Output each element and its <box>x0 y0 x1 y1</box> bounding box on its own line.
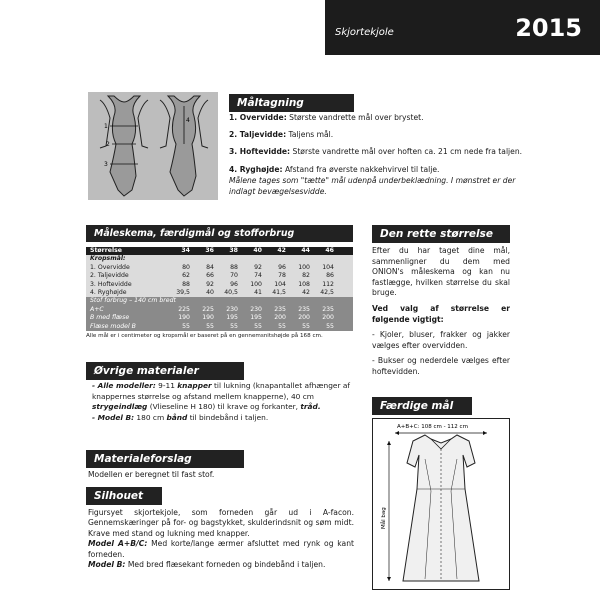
size-42: 42 <box>277 247 286 254</box>
om-text2: (Vlieseline H 180) til krave og forkanter, <box>147 402 301 412</box>
cell: 40 <box>206 288 214 296</box>
cell: 55 <box>230 322 238 330</box>
cell: 190 <box>202 314 214 322</box>
cell: 62 <box>182 272 190 280</box>
size-40: 40 <box>253 247 262 254</box>
measure-text-1: Største vandrette mål over brystet. <box>286 113 424 122</box>
cell: 88 <box>230 263 238 271</box>
measuring-text <box>229 112 529 197</box>
cell: 200 <box>274 314 286 322</box>
cell: 88 <box>182 280 190 288</box>
fabric-label: Stof forbrug – 140 cm bredt <box>90 297 176 305</box>
cell: 112 <box>322 280 334 288</box>
finished-width-label: A+B+C: 108 cm - 112 cm <box>397 424 468 430</box>
silhouette-desc: Figursyet skjortekjole, som forneden går ud i A-facon. Gennemskæringer på for- og bagstykket, skulderindsnit og søm midt. Krave med stand og lukning med knapper. <box>88 508 354 538</box>
om-model1: - Alle modeller: <box>92 381 156 390</box>
cell: 82 <box>302 272 310 280</box>
silhouette-title <box>86 487 162 505</box>
cell: 55 <box>254 322 262 330</box>
row-label: 2. Taljevidde <box>90 272 129 280</box>
cell: 41,5 <box>272 288 286 296</box>
measure-label-2: 2. Taljevidde: <box>229 130 287 140</box>
cell: 55 <box>182 322 190 330</box>
cell: 195 <box>250 314 262 322</box>
size-46: 46 <box>325 247 334 254</box>
cell: 195 <box>226 314 238 322</box>
cell: 55 <box>326 322 334 330</box>
right-size-title-text: Den rette størrelse <box>380 228 494 240</box>
table-row <box>86 272 353 280</box>
om-item3: tråd. <box>300 402 321 412</box>
other-materials-title <box>86 362 244 380</box>
cell: 96 <box>230 280 238 288</box>
om-item1: knapper <box>177 381 212 390</box>
cell: 86 <box>326 272 334 280</box>
size-table <box>86 247 353 340</box>
right-size-text <box>372 246 510 378</box>
body-label: Kropsmål: <box>90 255 126 263</box>
cell: 92 <box>254 263 262 271</box>
cell: 92 <box>206 280 214 288</box>
cell: 39,5 <box>176 288 190 296</box>
body-number-2: 2 <box>106 141 110 148</box>
cell: 66 <box>206 272 214 280</box>
table-row <box>86 323 353 331</box>
size-header-row <box>86 247 353 255</box>
right-size-desc: Efter du har taget dine mål, sammenligner du dem med ONION's måleskema og kan nu fastlægge, hvilken størrelse du skal bruge. <box>372 246 510 298</box>
cell: 40,5 <box>224 288 238 296</box>
measure-text-4: Afstand fra øverste nakkehvirvel til talje. <box>282 164 440 174</box>
other-materials-title-text: Øvrige materialer <box>94 365 199 377</box>
silhouette-model-b: Model B: <box>88 560 126 570</box>
measuring-title-text: Måltagning <box>237 97 304 109</box>
finished-length-label: Mål bag <box>381 507 387 529</box>
om-text3: 180 cm <box>134 412 167 422</box>
size-38: 38 <box>229 247 238 254</box>
fabric-group <box>86 297 353 331</box>
body-measure-figure <box>88 92 218 200</box>
silhouette-model-b-text: Med bred flæsekant forneden og bindebånd i taljen. <box>125 560 326 570</box>
cell: 235 <box>274 305 286 313</box>
size-34: 34 <box>181 247 190 254</box>
material-suggestion-title <box>86 450 244 468</box>
header-bar <box>325 0 600 55</box>
row-label: A+C <box>90 305 104 313</box>
cell: 225 <box>202 305 214 313</box>
cell: 55 <box>278 322 286 330</box>
other-materials-text <box>92 381 354 423</box>
measure-text-3: Største vandrette mål over hoften ca. 21 cm nede fra taljen. <box>290 147 523 157</box>
body-number-4: 4 <box>186 117 190 124</box>
row-label: Flæse model B <box>90 322 136 330</box>
measuring-title <box>229 94 354 112</box>
cell: 74 <box>254 272 262 280</box>
size-table-title-text: Måleskema, færdigmål og stofforbrug <box>94 228 295 239</box>
om-model2: - Model B: <box>92 412 135 422</box>
material-suggestion-text: Modellen er beregnet til fast stof. <box>88 470 215 479</box>
size-44: 44 <box>301 247 310 254</box>
cell: 225 <box>178 305 190 313</box>
body-measure-group <box>86 255 353 297</box>
table-row <box>86 264 353 272</box>
silhouette-text <box>88 508 354 570</box>
row-label: B med flæse <box>90 314 130 322</box>
table-row <box>86 306 353 314</box>
cell: 104 <box>274 280 286 288</box>
cell: 55 <box>206 322 214 330</box>
measure-label-4: 4. Ryghøjde: <box>229 164 283 174</box>
silhouette-title-text: Silhouet <box>94 490 144 502</box>
cell: 200 <box>298 314 310 322</box>
cell: 235 <box>322 305 334 313</box>
silhouette-model-ab: Model A+B/C: <box>88 539 148 549</box>
measure-label-3: 3. Hoftevidde: <box>229 147 291 157</box>
measuring-note: Målene tages som "tætte" mål udenpå underbeklædning. I mønstret er der indlagt bevægelsesvidde. <box>229 175 516 197</box>
right-size-choose: Ved valg af størrelse er følgende vigtigt: <box>372 303 510 324</box>
cell: 190 <box>178 314 190 322</box>
om-item4: bånd <box>166 412 188 422</box>
row-label: 4. Ryghøjde <box>90 288 127 296</box>
cell: 41 <box>254 288 262 296</box>
cell: 235 <box>298 305 310 313</box>
table-row <box>86 314 353 322</box>
cell: 100 <box>298 263 310 271</box>
cell: 80 <box>182 263 190 271</box>
row-label: 3. Hoftevidde <box>90 280 132 288</box>
cell: 84 <box>206 263 214 271</box>
size-header-label: Størrelse <box>90 247 122 254</box>
cell: 55 <box>302 322 310 330</box>
cell: 200 <box>322 314 334 322</box>
om-item2: strygeindlæg <box>92 402 148 412</box>
body-number-1: 1 <box>104 123 108 130</box>
finished-title-text: Færdige mål <box>380 400 454 412</box>
header-year: 2015 <box>515 14 582 42</box>
cell: 42 <box>302 288 310 296</box>
right-size-bullet2: - Bukser og nederdele vælges efter hoftevidden. <box>372 356 510 376</box>
finished-title <box>372 397 472 415</box>
size-table-title <box>86 225 353 242</box>
om-text1: til lukning (knapantallet afhænger af knappernes størrelse og afstand mellem knapperne), 40 cm <box>92 381 350 401</box>
right-size-bullet1: - Kjoler, bluser, frakker og jakker vælges efter overvidden. <box>372 330 510 350</box>
measure-label-1: 1. Overvidde: <box>229 113 287 122</box>
table-row <box>86 281 353 289</box>
cell: 108 <box>298 280 310 288</box>
row-label: 1. Overvidde <box>90 263 130 271</box>
cell: 78 <box>278 272 286 280</box>
material-suggestion-title-text: Materialeforslag <box>94 453 192 465</box>
cell: 42,5 <box>320 288 334 296</box>
cell: 230 <box>226 305 238 313</box>
header-subtitle: Skjortekjole <box>335 27 394 38</box>
cell: 96 <box>278 263 286 271</box>
measure-text-2: Taljens mål. <box>286 130 334 140</box>
cell: 70 <box>230 272 238 280</box>
silhouette-model-ab-text: Med korte/lange ærmer afsluttet med rynk og kant forneden. <box>88 539 354 559</box>
om-qty: 9-11 <box>155 381 178 390</box>
cell: 100 <box>250 280 262 288</box>
body-number-3: 3 <box>104 161 108 168</box>
om-text4: til bindebånd i taljen. <box>187 412 269 422</box>
size-36: 36 <box>205 247 214 254</box>
size-table-footnote: Alle mål er i centimeter og kropsmål er baseret på en gennemsnitshøjde på 168 cm. <box>86 332 323 339</box>
right-size-title <box>372 225 510 243</box>
cell: 230 <box>250 305 262 313</box>
finished-dress-box <box>372 418 510 590</box>
cell: 104 <box>322 263 334 271</box>
